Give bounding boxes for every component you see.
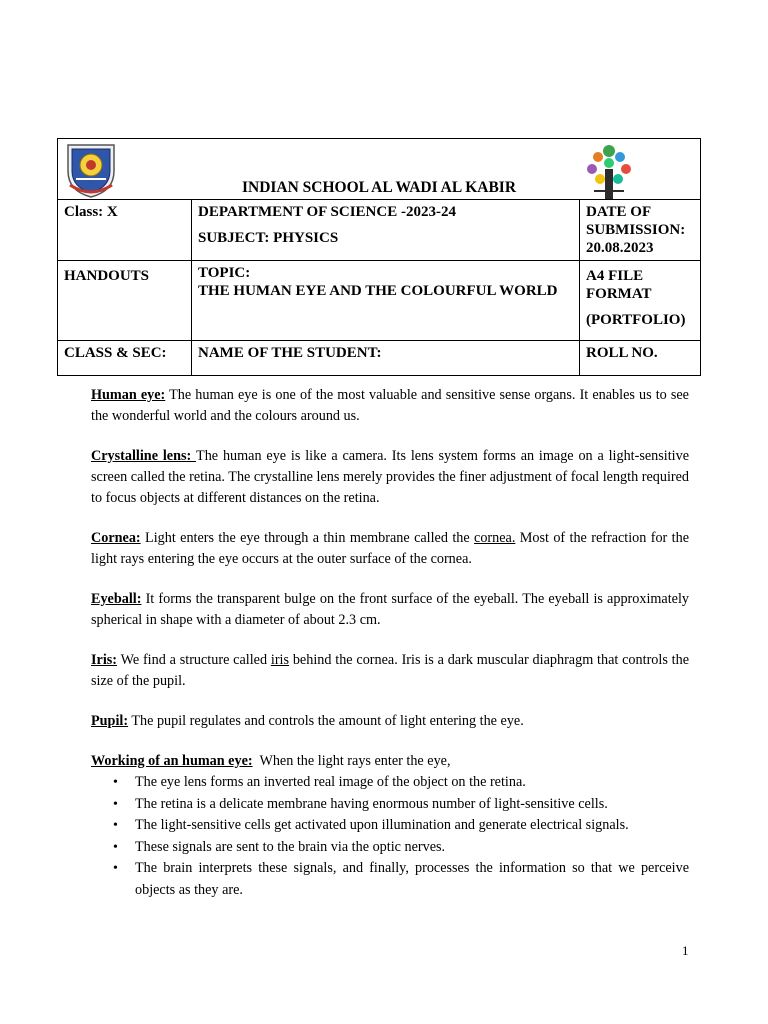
term-human-eye: Human eye:: [91, 387, 166, 403]
date-value: 20.08.2023: [586, 240, 654, 256]
term-eyeball: Eyeball:: [91, 591, 142, 607]
text-iris-after: behind the cornea. Iris is a dark muscular diaphragm that controls the size of the pupil.: [91, 652, 689, 689]
term-pupil: Pupil:: [91, 713, 129, 729]
bullet-item: • These signals are sent to the brain via the optic nerves.: [135, 837, 689, 859]
bullet-item: • The retina is a delicate membrane having enormous number of light-sensitive cells.: [135, 794, 689, 816]
bullet-item: • The light-sensitive cells get activated upon illumination and generate electrical signals.: [135, 815, 689, 837]
paragraph-crystalline-lens: [91, 446, 689, 509]
text-human-eye: The human eye is one of the most valuable and sensitive sense organs. It enables us to see the wonderful world and the colours around us.: [91, 387, 689, 424]
date-label: DATE OF SUBMISSION:: [586, 204, 686, 238]
bullet-item: • The eye lens forms an inverted real image of the object on the retina.: [135, 772, 689, 794]
term-iris: Iris:: [91, 652, 118, 668]
paragraph-pupil: [91, 711, 689, 732]
paragraph-eyeball: [91, 589, 689, 631]
school-name: INDIAN SCHOOL AL WADI AL KABIR: [241, 179, 517, 196]
class-cell: Class: X: [58, 200, 192, 261]
handout-content: [91, 385, 689, 901]
underlined-cornea: cornea.: [474, 530, 516, 546]
paragraph-working: [91, 751, 689, 772]
paragraph-iris: [91, 650, 689, 692]
subject-text: SUBJECT: PHYSICS: [198, 230, 339, 246]
text-iris-before: We find a structure called: [117, 652, 271, 668]
roll-no-cell: ROLL NO.: [580, 341, 701, 376]
text-cornea-before: Light enters the eye through a thin membrane called the: [140, 530, 475, 546]
text-eyeball: It forms the transparent bulge on the front surface of the eyeball. The eyeball is approximately spherical in shape with a diameter of about 2.3 cm.: [91, 591, 689, 628]
student-name-cell: NAME OF THE STUDENT:: [192, 341, 580, 376]
paragraph-human-eye: [91, 385, 689, 427]
school-banner-cell: [58, 139, 701, 200]
text-cornea-after: Most of the refraction for the light rays entering the eye occurs at the outer surface of the cornea.: [91, 530, 689, 567]
format-line2: (PORTFOLIO): [586, 312, 686, 328]
working-bullet-list: [91, 772, 689, 901]
term-cornea: Cornea:: [91, 530, 141, 546]
department-cell: [192, 200, 580, 261]
header-table: [57, 138, 701, 376]
topic-label: TOPIC:: [198, 265, 251, 281]
date-cell: [580, 200, 701, 261]
paragraph-cornea: [91, 528, 689, 570]
term-working: Working of an human eye:: [91, 753, 253, 769]
text-crystalline-lens: The human eye is like a camera. Its lens system forms an image on a light-sensitive screen called the retina. The crystalline lens merely provides the finer adjustment of focal length required to focus objects at different distances on the retina.: [91, 448, 689, 506]
handouts-cell: HANDOUTS: [58, 261, 192, 341]
topic-cell: [192, 261, 580, 341]
department-text: DEPARTMENT OF SCIENCE -2023-24: [198, 204, 456, 220]
science-tree-logo: [580, 139, 638, 201]
underlined-iris: iris: [270, 652, 290, 668]
class-sec-cell: CLASS & SEC:: [58, 341, 192, 376]
text-pupil: The pupil regulates and controls the amount of light entering the eye.: [128, 713, 524, 729]
bullet-item: • The brain interprets these signals, and finally, processes the information so that we perceive objects as they are.: [135, 858, 689, 901]
text-working: When the light rays enter the eye,: [252, 753, 451, 769]
term-crystalline-lens: Crystalline lens:: [91, 448, 197, 464]
format-cell: [580, 261, 701, 341]
page-number: 1: [682, 943, 689, 958]
format-line1: A4 FILE FORMAT: [586, 268, 652, 302]
topic-value: THE HUMAN EYE AND THE COLOURFUL WORLD: [198, 283, 558, 299]
